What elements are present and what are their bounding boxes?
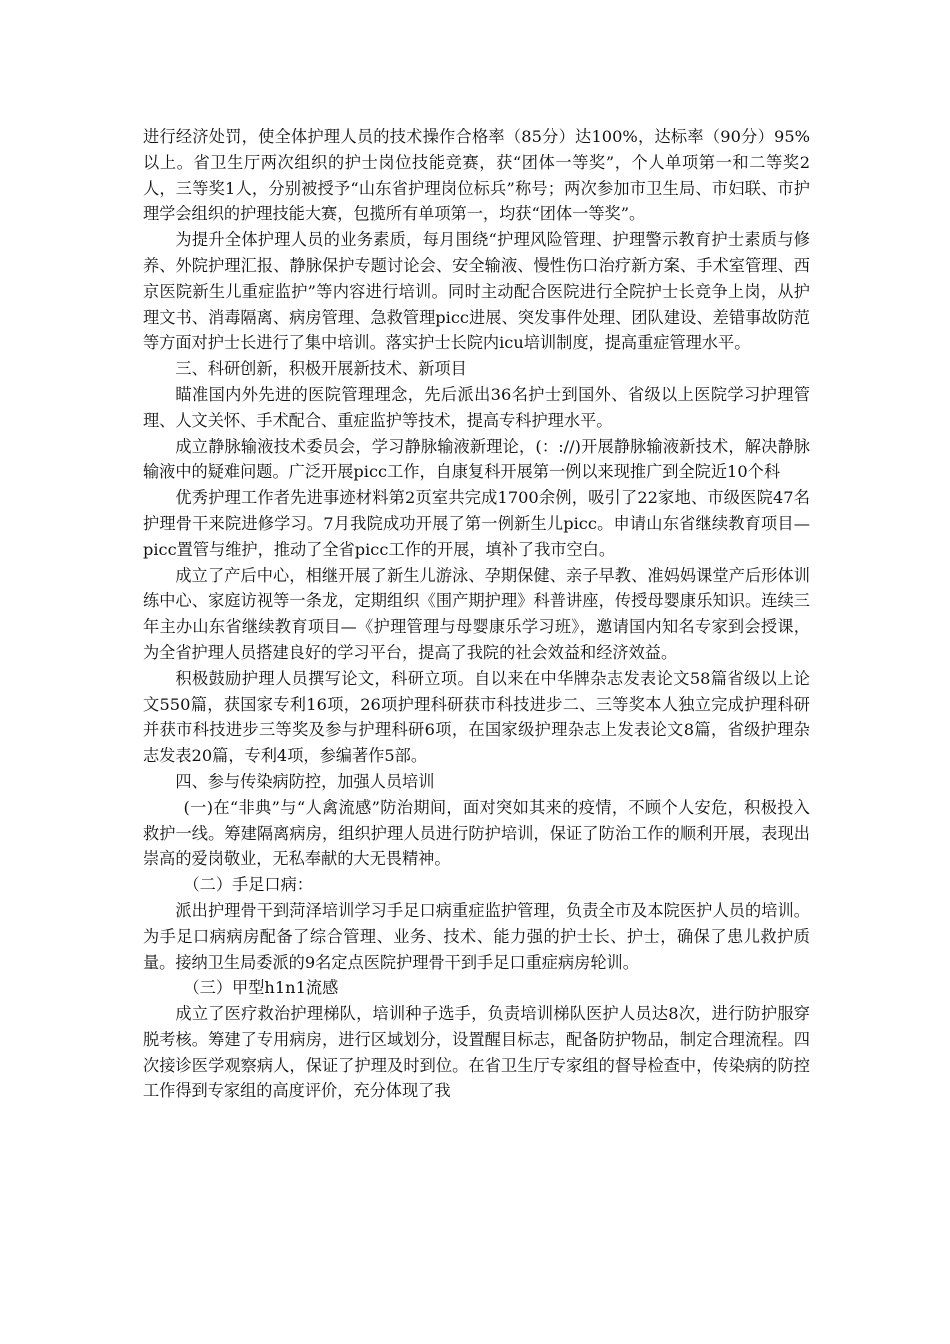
paragraph-hfmd-training: 派出护理骨干到菏泽培训学习手足口病重症监护管理，负责全市及本院医护人员的培训。为手足口病病房配备了综合管理、业务、技术、能力强的护士长、护士，确保了患儿救护质量。接纳卫生局委派的9名定点医院护理骨干到手足口重症病房轮训。 [143,900,810,972]
paragraph-postpartum-center: 成立了产后中心，相继开展了新生儿游泳、孕期保健、亲子早教、准妈妈课堂产后形体训练中心、家庭访视等一条龙，定期组织《围产期护理》科普讲座，传授母婴康乐知识。连续三年主办山东省继续教育项目—《护理管理与母婴康乐学习班》，邀请国内知名专家到会授课，为全省护理人员搭建良好的学习平台，提高了我院的社会效益和经济效益。 [143,565,810,662]
paragraph-papers-research: 积极鼓励护理人员撰写论文，科研立项。自以来在中华牌杂志发表论文58篇省级以上论文550篇，获国家专利16项，26项护理科研获市科技进步二、三等奖本人独立完成护理科研并获市科技进步三等奖及参与护理科研6项，在国家级护理杂志上发表论文8篇，省级护理杂志发表20篇，专利4项，参编著作5部。 [143,668,810,766]
paragraph-picc-cases: 优秀护理工作者先进事迹材料第2页室共完成1700余例，吸引了22家地、市级医院47名护理骨干来院进修学习。7月我院成功开展了第一例新生儿picc。申请山东省继续教育项目—picc置管与维护，推动了全省picc工作的开展，填补了我市空白。 [143,488,810,559]
subheading-h1n1: （三）甲型h1n1流感 [183,978,339,998]
paragraph-sars-avian-flu: (一)在“非典”与“人禽流感”防治期间，面对突如其来的疫情，不顾个人安危，积极投入救护一线。筹建隔离病房，组织护理人员进行防护培训，保证了防治工作的顺利开展，表现出崇高的爱岗敬业，无私奉献的大无畏精神。 [143,797,810,869]
section-heading-epidemic: 四、参与传染病防控，加强人员培训 [175,771,435,791]
subheading-hfmd: （二）手足口病： [183,875,313,895]
paragraph-economic-penalty: 进行经济处罚，使全体护理人员的技术操作合格率（85分）达100%，达标率（90分）95%以上。省卫生厅两次组织的护士岗位技能竞赛，获“团体一等奖”，个人单项第一和二等奖2人，三等奖1人，分别被授予“山东省护理岗位标兵”称号；两次参加市卫生局、市妇联、市护理学会组织的护理技能大赛，包揽所有单项第一，均获“团体一等奖”。 [143,127,810,224]
paragraph-business-training: 为提升全体护理人员的业务素质，每月围绕“护理风险管理、护理警示教育护士素质与修养、外院护理汇报、静脉保护专题讨论会、安全输液、慢性伤口治疗新方案、手术室管理、西京医院新生儿重症监护”等内容进行培训。同时主动配合医院进行全院护士长竞争上岗，从护理文书、消毒隔离、病房管理、急救管理picc进展、突发事件处理、团队建设、差错事故防范等方面对护士长进行了集中培训。落实护士长院内icu培训制度，提高重症管理水平。 [143,230,810,353]
section-heading-research: 三、科研创新，积极开展新技术、新项目 [175,359,467,379]
document-body [143,124,810,1104]
paragraph-iv-committee: 成立静脉输液技术委员会，学习静脉输液新理论，(：://)开展静脉输液新技术，解决静脉输液中的疑难问题。广泛开展picc工作，自康复科开展第一例以来现推广到全院近10个科 [143,436,810,482]
paragraph-advanced-concepts: 瞄准国内外先进的医院管理理念，先后派出36名护士到国外、省级以上医院学习护理管理、人文关怀、手术配合、重症监护等技术，提高专科护理水平。 [143,384,810,430]
paragraph-h1n1-team: 成立了医疗救治护理梯队，培训种子选手，负责培训梯队医护人员达8次，进行防护服穿脱考核。筹建了专用病房，进行区域划分，设置醒目标志，配备防护物品，制定合理流程。四次接诊医学观察病人，保证了护理及时到位。在省卫生厅专家组的督导检查中，传染病的防控工作得到专家组的高度评价，充分体现了我 [143,1004,810,1101]
